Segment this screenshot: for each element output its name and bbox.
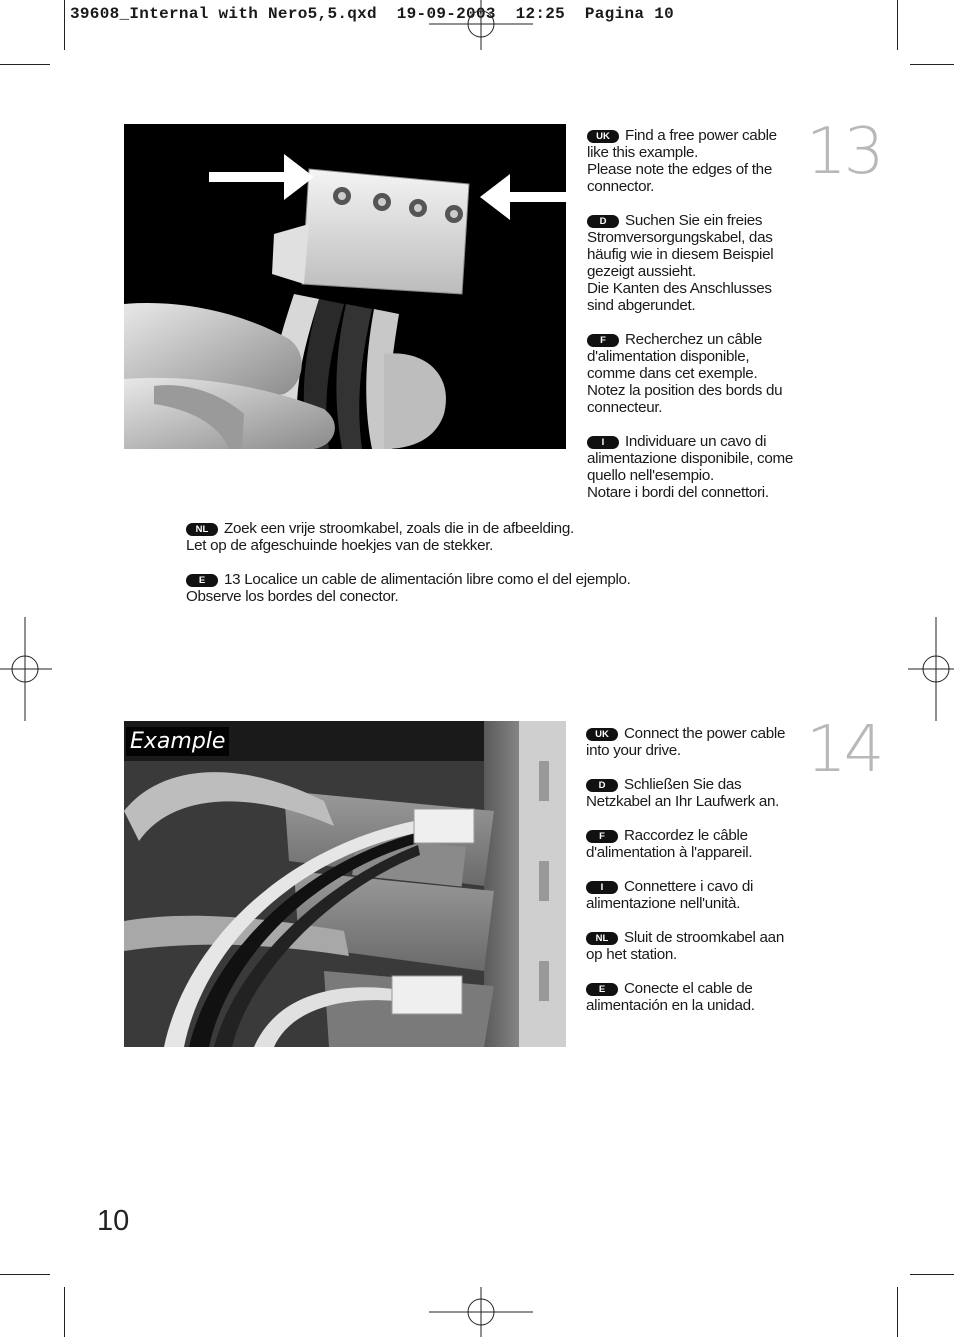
drive-connection-photo [124, 721, 566, 1047]
instruction-line: Stromversorgungskabel, das [587, 229, 773, 246]
crop-mark [897, 0, 898, 50]
page-number: 10 [97, 1205, 130, 1237]
instruction-line: alimentazione nell'unità. [586, 895, 741, 912]
language-badge: E [586, 983, 618, 996]
instruction-line: häufig wie in diesem Beispiel [587, 246, 774, 263]
instruction-line: Connettere i cavo di [624, 878, 754, 895]
crop-mark [64, 1287, 65, 1337]
step-number-14: 14 [806, 713, 882, 787]
crop-mark [910, 64, 954, 65]
instruction-line: Sluit de stroomkabel aan [624, 929, 784, 946]
instruction-line: Conecte el cable de [624, 980, 753, 997]
crop-mark [910, 1274, 954, 1275]
instruction-line: Netzkabel an Ihr Laufwerk an. [586, 793, 780, 810]
instruction-line: Notare i bordi del connettori. [587, 484, 769, 501]
instruction-line: Let op de afgeschuinde hoekjes van de stekker. [186, 537, 494, 554]
crop-mark [0, 64, 50, 65]
step14-instructions [586, 725, 816, 1031]
registration-mark-right [908, 617, 954, 721]
instruction-line: quello nell'esempio. [587, 467, 714, 484]
instruction-line: Notez la position des bords du [587, 382, 783, 399]
instruction-line: d'alimentation disponible, [587, 348, 750, 365]
language-badge: NL [586, 932, 618, 945]
instruction-i [586, 878, 816, 912]
example-label: Example [126, 727, 229, 756]
instruction-e [186, 571, 706, 605]
step-number-13: 13 [806, 115, 882, 189]
instruction-nl [186, 520, 706, 554]
instruction-line: Recherchez un câble [625, 331, 762, 348]
instruction-line: op het station. [586, 946, 677, 963]
instruction-e [586, 980, 816, 1014]
language-badge: E [186, 574, 218, 587]
language-badge: D [586, 779, 618, 792]
instruction-line: Observe los bordes del conector. [186, 588, 399, 605]
instruction-line: Suchen Sie ein freies [625, 212, 763, 229]
instruction-line: Please note the edges of the [587, 161, 772, 178]
registration-mark-bottom [429, 1287, 533, 1337]
instruction-line: gezeigt aussieht. [587, 263, 696, 280]
registration-mark-top [429, 0, 533, 52]
instruction-i [587, 433, 817, 501]
instruction-line: sind abgerundet. [587, 297, 696, 314]
instruction-line: Die Kanten des Anschlusses [587, 280, 772, 297]
language-badge: NL [186, 523, 218, 536]
step13-instructions [587, 127, 817, 518]
instruction-line: Find a free power cable [625, 127, 777, 144]
instruction-line: Zoek een vrije stroomkabel, zoals die in de afbeelding. [224, 520, 574, 537]
crop-mark [0, 1274, 50, 1275]
power-connector-photo [124, 124, 566, 449]
instruction-nl [586, 929, 816, 963]
instruction-f [587, 331, 817, 416]
language-badge: F [586, 830, 618, 843]
instruction-line: d'alimentation à l'appareil. [586, 844, 753, 861]
file-slug: 39608_Internal with Nero5,5.qxd 19-09-2003 12:25 Pagina 10 [70, 5, 674, 23]
instruction-d [587, 212, 817, 314]
language-badge: I [587, 436, 619, 449]
instruction-line: 13 Localice un cable de alimentación libre como el del ejemplo. [224, 571, 631, 588]
instruction-uk [586, 725, 816, 759]
instruction-line: connector. [587, 178, 655, 195]
instruction-line: Connect the power cable [624, 725, 786, 742]
language-badge: F [587, 334, 619, 347]
language-badge: D [587, 215, 619, 228]
crop-mark [897, 1287, 898, 1337]
instruction-f [586, 827, 816, 861]
instruction-line: Raccordez le câble [624, 827, 748, 844]
step13-wide-instructions [186, 520, 706, 622]
language-badge: UK [586, 728, 618, 741]
crop-mark [64, 0, 65, 50]
instruction-line: alimentación en la unidad. [586, 997, 755, 1014]
instruction-d [586, 776, 816, 810]
instruction-line: Schließen Sie das [624, 776, 742, 793]
instruction-line: into your drive. [586, 742, 681, 759]
instruction-uk [587, 127, 817, 195]
instruction-line: comme dans cet exemple. [587, 365, 758, 382]
instruction-line: like this example. [587, 144, 699, 161]
instruction-line: alimentazione disponibile, come [587, 450, 793, 467]
registration-mark-left [0, 617, 52, 721]
instruction-line: Individuare un cavo di [625, 433, 767, 450]
instruction-line: connecteur. [587, 399, 663, 416]
language-badge: I [586, 881, 618, 894]
language-badge: UK [587, 130, 619, 143]
